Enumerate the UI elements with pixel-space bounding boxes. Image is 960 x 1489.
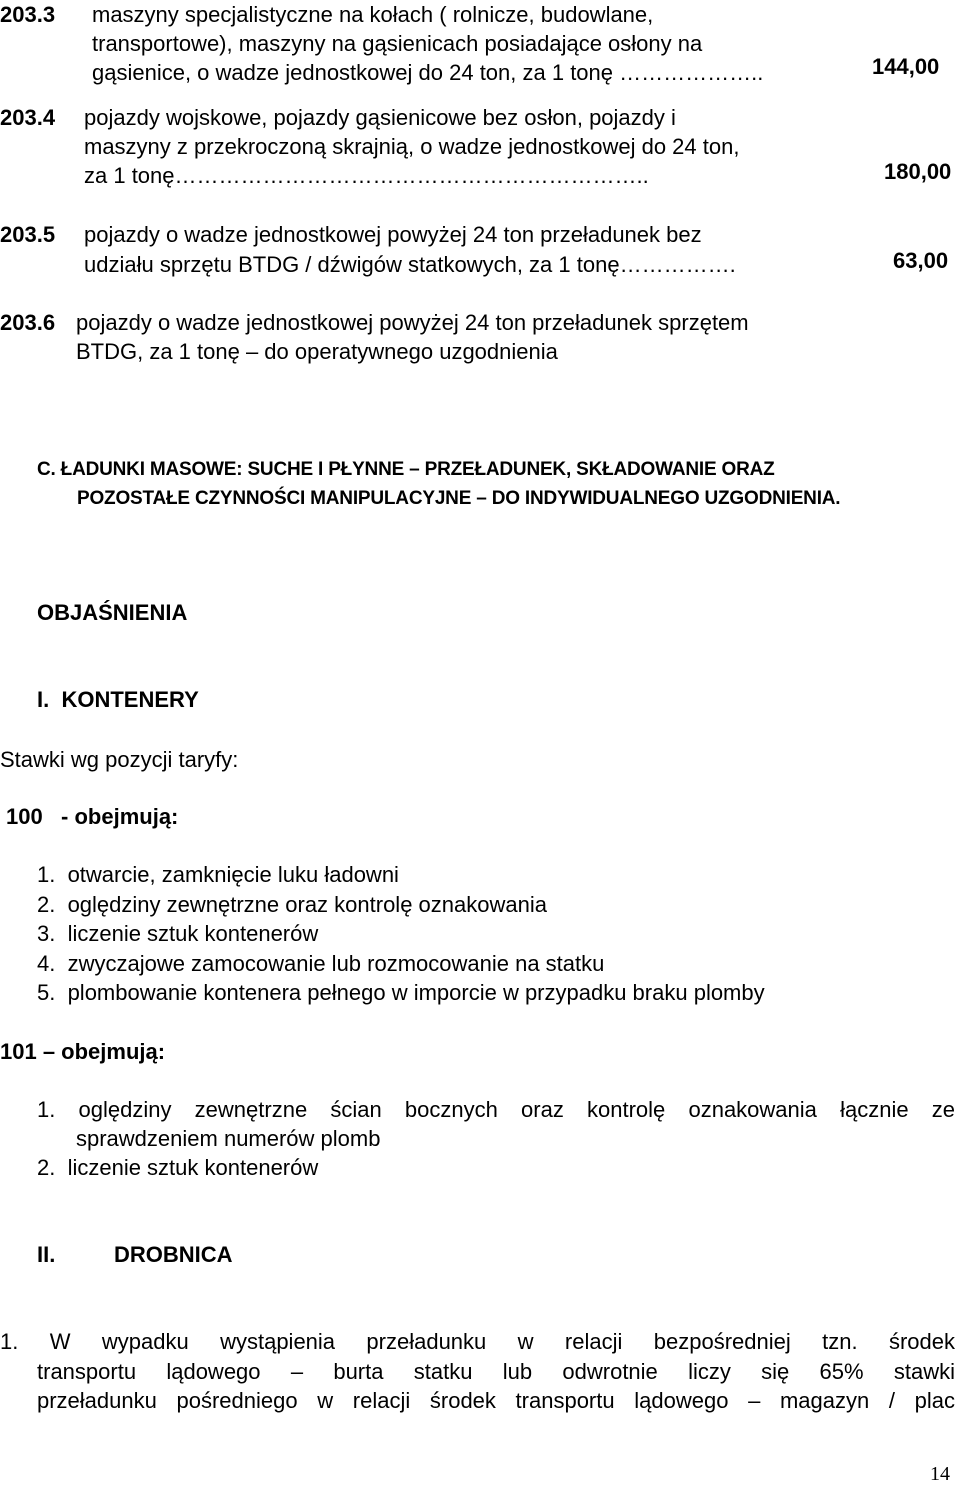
drobnica-numeral: II. [37,1242,56,1267]
tariff-text-line: udziału sprzętu BTDG / dźwigów statkowych, za 1 tonę……………. [84,252,736,277]
list-item: 3. liczenie sztuk kontenerów [37,921,319,946]
tariff-code: 203.5 [0,222,56,247]
list-item: 4. zwyczajowe zamocowanie lub rozmocowanie na statku [37,951,605,976]
tariff-text-line: za 1 tonę……………………………………………………….. [84,163,649,188]
tariff-price: 180,00 [884,159,952,184]
tariff-text-line: pojazdy o wadze jednostkowej powyżej 24 ton przeładunek bez [84,222,702,247]
pos101-label: 101 – obejmują: [0,1039,166,1064]
tariff-text-line: maszyny specjalistyczne na kołach ( rolnicze, budowlane, [92,2,654,27]
paragraph-line: 1. W wypadku wystąpienia przeładunku w relacji bezpośredniej tzn. środek [0,1329,955,1354]
list-item: 1. oględziny zewnętrzne ścian bocznych oraz kontrolę oznakowania łącznie ze [37,1097,955,1122]
list-item: 2. oględziny zewnętrzne oraz kontrolę oznakowania [37,892,547,917]
tariff-code: 203.4 [0,105,56,130]
drobnica-heading: DROBNICA [114,1242,233,1267]
tariff-price: 144,00 [872,54,940,79]
pos100-label: 100 - obejmują: [6,804,179,829]
tariff-text-line: gąsienice, o wadze jednostkowej do 24 ton, za 1 tonę ……………….. [92,60,764,85]
tariff-text-line: transportowe), maszyny na gąsienicach posiadające osłony na [92,31,703,56]
list-item-continuation: sprawdzeniem numerów plomb [76,1126,381,1151]
tariff-text-line: pojazdy wojskowe, pojazdy gąsienicowe bez osłon, pojazdy i [84,105,676,130]
tariff-text-line: maszyny z przekroczoną skrajnią, o wadze jednostkowej do 24 ton, [84,134,740,159]
containers-heading: I. KONTENERY [37,687,199,712]
page-number: 14 [930,1463,950,1485]
tariff-text-line: pojazdy o wadze jednostkowej powyżej 24 ton przeładunek sprzętem [76,310,749,335]
tariff-text-line: BTDG, za 1 tonę – do operatywnego uzgodnienia [76,339,558,364]
paragraph-line: przeładunku pośredniego w relacji środek transportu lądowego – magazyn / plac [37,1388,955,1413]
section-c-line: POZOSTAŁE CZYNNOŚCI MANIPULACYJNE – DO INDYWIDUALNEGO UZGODNIENIA. [77,488,841,509]
tariff-code: 203.6 [0,310,56,335]
rates-label: Stawki wg pozycji taryfy: [0,747,239,772]
list-item: 5. plombowanie kontenera pełnego w imporcie w przypadku braku plomby [37,980,765,1005]
list-item: 1. otwarcie, zamknięcie luku ładowni [37,862,399,887]
section-c-line: C. ŁADUNKI MASOWE: SUCHE I PŁYNNE – PRZEŁADUNEK, SKŁADOWANIE ORAZ [37,459,775,480]
explanations-heading: OBJAŚNIENIA [37,600,188,625]
tariff-price: 63,00 [893,248,949,273]
paragraph-line: transportu lądowego – burta statku lub odwrotnie liczy się 65% stawki [37,1359,955,1384]
tariff-code: 203.3 [0,2,56,27]
list-item: 2. liczenie sztuk kontenerów [37,1155,319,1180]
